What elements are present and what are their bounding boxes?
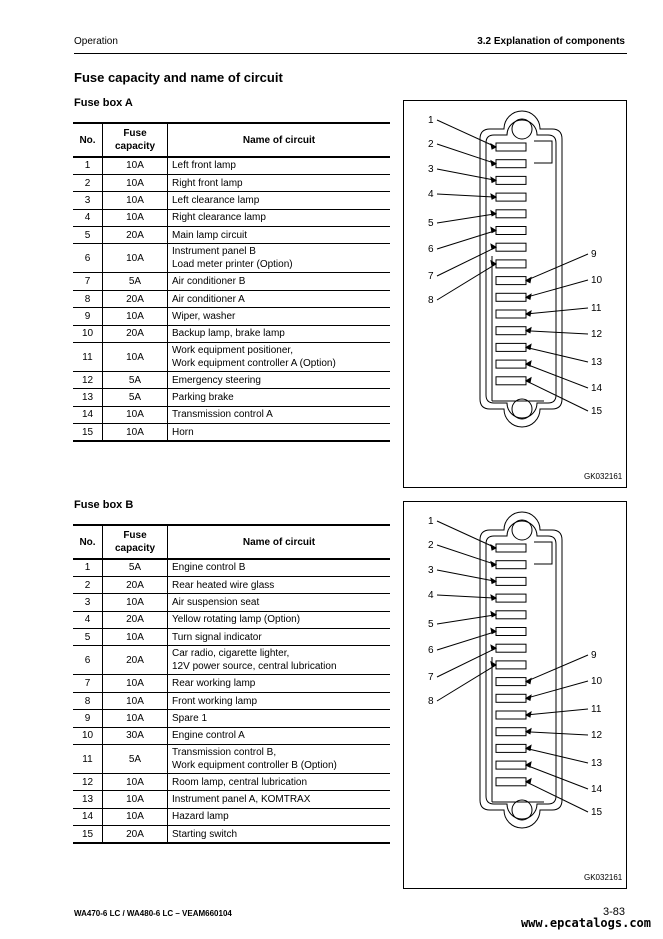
fuse-slot (496, 761, 526, 769)
fuse-slot (496, 227, 526, 235)
fuse-number-label: 10 (591, 676, 603, 687)
fuse-slot (496, 661, 526, 669)
table-row (73, 727, 390, 744)
cell-no: 6 (73, 244, 103, 273)
table-row (73, 611, 390, 628)
fuse-box-a-table (73, 122, 390, 442)
leader-line (526, 254, 588, 281)
leader-line (437, 214, 496, 223)
fuse-box-diagram-svg (404, 101, 626, 487)
leader-line (526, 331, 588, 334)
cell-circuit-name: Air conditioner A (172, 293, 245, 305)
fuse-number-label: 2 (428, 540, 434, 551)
fuse-slot (496, 260, 526, 268)
table-row (73, 273, 390, 290)
fuse-number-label: 14 (591, 784, 603, 795)
cell-no: 11 (73, 343, 103, 372)
leader-line (437, 632, 496, 651)
leader-arrow (526, 745, 531, 750)
cell-no: 3 (73, 192, 103, 209)
cell-no: 13 (73, 389, 103, 406)
table-row (73, 692, 390, 709)
cell-circuit-name: Work equipment positioner, Work equipment controller A (Option) (172, 345, 336, 370)
cell-circuit-name: Wiper, washer (172, 310, 236, 322)
leader-line (437, 264, 496, 300)
fuse-number-label: 3 (428, 164, 434, 175)
fuse-box-b-diagram (403, 501, 627, 889)
fuse-slot (496, 711, 526, 719)
table-header-row (73, 525, 390, 559)
cell-no: 8 (73, 290, 103, 307)
fuse-number-label: 15 (591, 807, 603, 818)
table-row (73, 343, 390, 372)
cell-capacity: 20A (103, 646, 168, 675)
cell-capacity: 20A (103, 611, 168, 628)
table-row (73, 629, 390, 646)
cell-circuit-name: Left front lamp (172, 160, 236, 172)
cell-no: 9 (73, 710, 103, 727)
fuse-rack-frame (492, 256, 544, 401)
table-row (73, 826, 390, 843)
fuse-number-label: 3 (428, 565, 434, 576)
cell-circuit-name: Hazard lamp (172, 811, 229, 823)
leader-arrow (526, 328, 531, 333)
fuse-box-b-table (73, 524, 390, 844)
table-row (73, 174, 390, 191)
leader-arrow (526, 361, 531, 366)
leader-line (526, 782, 588, 812)
table-row (73, 559, 390, 576)
header-section: Operation (74, 36, 118, 47)
cell-no: 1 (73, 559, 103, 576)
leader-arrow (526, 278, 531, 283)
cell-capacity: 10A (103, 791, 168, 808)
footer-page-number: 3-83 (602, 906, 625, 918)
cell-circuit-name: Instrument panel B Load meter printer (Option) (172, 246, 293, 271)
cell-circuit-name: Backup lamp, brake lamp (172, 328, 285, 340)
fuse-number-label: 15 (591, 406, 603, 417)
fuse-slot (496, 694, 526, 702)
leader-arrow (491, 612, 496, 617)
fuse-number-label: 7 (428, 271, 434, 282)
cell-capacity: 20A (103, 826, 168, 843)
leader-line (526, 655, 588, 682)
cell-capacity: 20A (103, 576, 168, 593)
cell-circuit-name: Rear heated wire glass (172, 579, 275, 591)
cell-circuit-name: Engine control B (172, 562, 246, 574)
fuse-rack-frame (492, 657, 544, 802)
cell-capacity: 10A (103, 774, 168, 791)
leader-line (437, 521, 496, 548)
cell-circuit-name: Turn signal indicator (172, 631, 262, 643)
table-row (73, 157, 390, 174)
table-row (73, 389, 390, 406)
cell-circuit-name: Emergency steering (172, 374, 261, 386)
cell-no: 13 (73, 791, 103, 808)
cell-circuit-name: Left clearance lamp (172, 194, 260, 206)
leader-arrow (491, 662, 496, 667)
leader-arrow (526, 344, 531, 349)
fuse-box-a-diagram (403, 100, 627, 488)
cell-circuit-name: Front working lamp (172, 695, 258, 707)
fuse-slot (496, 744, 526, 752)
fuse-slot (496, 360, 526, 368)
leader-arrow (491, 194, 496, 199)
fuse-slot (496, 343, 526, 351)
fuse-slot (496, 210, 526, 218)
leader-arrow (491, 244, 496, 249)
cell-no: 15 (73, 826, 103, 843)
leader-arrow (491, 228, 496, 233)
cell-capacity: 10A (103, 424, 168, 441)
fuse-number-label: 11 (591, 704, 602, 715)
cell-capacity: 10A (103, 710, 168, 727)
leader-arrow (526, 729, 531, 734)
fuse-slot (496, 277, 526, 285)
col-name-header: Name of circuit (242, 134, 316, 146)
table-row (73, 290, 390, 307)
table-row (73, 774, 390, 791)
leader-line (526, 681, 588, 698)
leader-line (526, 381, 588, 411)
leader-arrow (526, 378, 531, 383)
cell-capacity: 10A (103, 675, 168, 692)
cell-capacity: 5A (103, 273, 168, 290)
cell-circuit-name: Instrument panel A, KOMTRAX (172, 794, 311, 806)
col-no-header: No. (73, 123, 103, 157)
fuse-number-label: 9 (591, 249, 597, 260)
leader-line (437, 570, 496, 581)
leader-arrow (526, 695, 531, 700)
leader-arrow (526, 679, 531, 684)
fuse-slot (496, 193, 526, 201)
cell-circuit-name: Parking brake (172, 392, 234, 404)
cell-no: 2 (73, 576, 103, 593)
fuse-number-label: 1 (428, 115, 434, 126)
leader-line (437, 615, 496, 624)
cell-capacity: 10A (103, 192, 168, 209)
fuse-slot (496, 778, 526, 786)
cell-no: 12 (73, 372, 103, 389)
cell-no: 10 (73, 727, 103, 744)
cell-no: 3 (73, 594, 103, 611)
fuse-slot (496, 176, 526, 184)
table-row (73, 372, 390, 389)
cell-no: 4 (73, 209, 103, 226)
fuse-box-a-title: Fuse box A (74, 97, 133, 109)
fuse-slot (496, 577, 526, 585)
cell-circuit-name: Starting switch (172, 828, 238, 840)
fuse-number-label: 12 (591, 730, 603, 741)
cell-no: 7 (73, 273, 103, 290)
fuse-number-label: 1 (428, 516, 434, 527)
cell-capacity: 20A (103, 325, 168, 342)
cell-circuit-name: Engine control A (172, 730, 245, 742)
cell-capacity: 10A (103, 174, 168, 191)
fuse-slot (496, 160, 526, 168)
cell-capacity: 10A (103, 808, 168, 825)
cell-capacity: 10A (103, 594, 168, 611)
cell-capacity: 10A (103, 308, 168, 325)
table-row (73, 808, 390, 825)
leader-arrow (491, 578, 496, 583)
fuse-number-label: 2 (428, 139, 434, 150)
fuse-slot (496, 628, 526, 636)
page-title: Fuse capacity and name of circuit (74, 70, 283, 85)
cell-no: 14 (73, 808, 103, 825)
col-no-header: No. (73, 525, 103, 559)
cell-capacity: 10A (103, 343, 168, 372)
leader-line (526, 347, 588, 362)
fuse-slot (496, 143, 526, 151)
cell-no: 15 (73, 424, 103, 441)
col-capacity-header: Fuse capacity (103, 123, 168, 157)
table-row (73, 791, 390, 808)
leader-arrow (526, 762, 531, 767)
col-capacity-header: Fuse capacity (103, 525, 168, 559)
cell-no: 10 (73, 325, 103, 342)
figure-code: GK032161 (584, 873, 623, 882)
cell-no: 7 (73, 675, 103, 692)
cell-no: 5 (73, 227, 103, 244)
fuse-box-bracket (534, 141, 552, 163)
cell-circuit-name: Right front lamp (172, 177, 243, 189)
fuse-box-b-title: Fuse box B (74, 499, 134, 511)
cell-no: 9 (73, 308, 103, 325)
fuse-box-diagram-svg (404, 502, 626, 888)
leader-arrow (491, 629, 496, 634)
cell-circuit-name: Transmission control A (172, 409, 273, 421)
leader-arrow (491, 144, 496, 149)
table-row (73, 192, 390, 209)
cell-circuit-name: Rear working lamp (172, 678, 256, 690)
top-mounting-hole (512, 119, 532, 139)
leader-arrow (526, 779, 531, 784)
fuse-number-label: 13 (591, 357, 603, 368)
leader-arrow (491, 562, 496, 567)
cell-capacity: 20A (103, 290, 168, 307)
cell-no: 2 (73, 174, 103, 191)
fuse-box-bracket (534, 542, 552, 564)
col-name-header: Name of circuit (242, 536, 316, 548)
leader-line (526, 748, 588, 763)
cell-capacity: 5A (103, 372, 168, 389)
cell-capacity: 30A (103, 727, 168, 744)
header-chapter: 3.2 Explanation of components (477, 36, 625, 47)
leader-arrow (491, 161, 496, 166)
fuse-number-label: 13 (591, 758, 603, 769)
table-row (73, 710, 390, 727)
leader-arrow (491, 177, 496, 182)
cell-capacity: 10A (103, 209, 168, 226)
table-row (73, 745, 390, 774)
leader-line (526, 280, 588, 297)
leader-line (437, 665, 496, 701)
cell-capacity: 10A (103, 406, 168, 423)
leader-line (437, 595, 496, 598)
cell-circuit-name: Room lamp, central lubrication (172, 776, 308, 788)
cell-capacity: 5A (103, 389, 168, 406)
cell-capacity: 10A (103, 692, 168, 709)
table-row (73, 594, 390, 611)
cell-circuit-name: Car radio, cigarette lighter, 12V power source, central lubrication (172, 648, 337, 673)
fuse-number-label: 4 (428, 189, 434, 200)
leader-line (437, 120, 496, 147)
bottom-mounting-hole (512, 800, 532, 820)
cell-circuit-name: Right clearance lamp (172, 212, 266, 224)
fuse-number-label: 6 (428, 645, 434, 656)
leader-line (437, 144, 496, 164)
cell-capacity: 10A (103, 157, 168, 174)
fuse-slot (496, 728, 526, 736)
fuse-slot (496, 594, 526, 602)
cell-circuit-name: Spare 1 (172, 712, 208, 724)
leader-arrow (491, 595, 496, 600)
fuse-number-label: 12 (591, 329, 603, 340)
cell-no: 8 (73, 692, 103, 709)
header-rule (74, 53, 627, 54)
leader-arrow (491, 261, 496, 266)
leader-line (526, 308, 588, 314)
figure-code: GK032161 (584, 472, 623, 481)
table-row (73, 209, 390, 226)
cell-capacity: 20A (103, 227, 168, 244)
fuse-slot (496, 377, 526, 385)
fuse-number-label: 9 (591, 650, 597, 661)
table-row (73, 406, 390, 423)
cell-no: 5 (73, 629, 103, 646)
table-row (73, 576, 390, 593)
table-header-row (73, 123, 390, 157)
leader-line (526, 709, 588, 715)
cell-capacity: 5A (103, 559, 168, 576)
leader-arrow (526, 294, 531, 299)
table-row (73, 227, 390, 244)
fuse-number-label: 11 (591, 303, 602, 314)
fuse-number-label: 7 (428, 672, 434, 683)
table-row (73, 244, 390, 273)
leader-line (437, 545, 496, 565)
cell-circuit-name: Transmission control B, Work equipment controller B (Option) (172, 747, 337, 772)
table-row (73, 308, 390, 325)
footer-watermark-url: www.epcatalogs.com (520, 916, 651, 930)
fuse-number-label: 6 (428, 244, 434, 255)
fuse-slot (496, 561, 526, 569)
fuse-number-label: 8 (428, 295, 434, 306)
fuse-number-label: 5 (428, 218, 434, 229)
leader-line (437, 194, 496, 197)
table-row (73, 325, 390, 342)
fuse-number-label: 4 (428, 590, 434, 601)
cell-no: 6 (73, 646, 103, 675)
fuse-number-label: 10 (591, 275, 603, 286)
cell-circuit-name: Horn (172, 426, 194, 438)
leader-arrow (491, 545, 496, 550)
fuse-slot (496, 544, 526, 552)
bottom-mounting-hole (512, 399, 532, 419)
fuse-slot (496, 644, 526, 652)
cell-no: 4 (73, 611, 103, 628)
leader-line (526, 364, 588, 388)
fuse-slot (496, 310, 526, 318)
cell-circuit-name: Air suspension seat (172, 596, 260, 608)
leader-line (437, 231, 496, 250)
cell-no: 11 (73, 745, 103, 774)
table-row (73, 675, 390, 692)
cell-no: 1 (73, 157, 103, 174)
cell-no: 14 (73, 406, 103, 423)
cell-circuit-name: Main lamp circuit (172, 229, 248, 241)
leader-line (437, 648, 496, 677)
fuse-number-label: 8 (428, 696, 434, 707)
leader-arrow (491, 645, 496, 650)
leader-line (526, 732, 588, 735)
fuse-slot (496, 293, 526, 301)
footer-model: WA470-6 LC / WA480-6 LC – VEAM660104 (74, 909, 232, 918)
fuse-slot (496, 611, 526, 619)
fuse-slot (496, 678, 526, 686)
leader-arrow (526, 311, 531, 316)
table-row (73, 424, 390, 441)
cell-no: 12 (73, 774, 103, 791)
leader-arrow (491, 211, 496, 216)
fuse-slot (496, 243, 526, 251)
fuse-number-label: 14 (591, 383, 603, 394)
cell-capacity: 5A (103, 745, 168, 774)
leader-line (437, 169, 496, 180)
table-row (73, 646, 390, 675)
leader-line (437, 247, 496, 276)
cell-circuit-name: Yellow rotating lamp (Option) (172, 614, 301, 626)
fuse-slot (496, 327, 526, 335)
leader-arrow (526, 712, 531, 717)
cell-capacity: 10A (103, 629, 168, 646)
leader-line (526, 765, 588, 789)
cell-capacity: 10A (103, 244, 168, 273)
top-mounting-hole (512, 520, 532, 540)
cell-circuit-name: Air conditioner B (172, 276, 246, 288)
fuse-number-label: 5 (428, 619, 434, 630)
